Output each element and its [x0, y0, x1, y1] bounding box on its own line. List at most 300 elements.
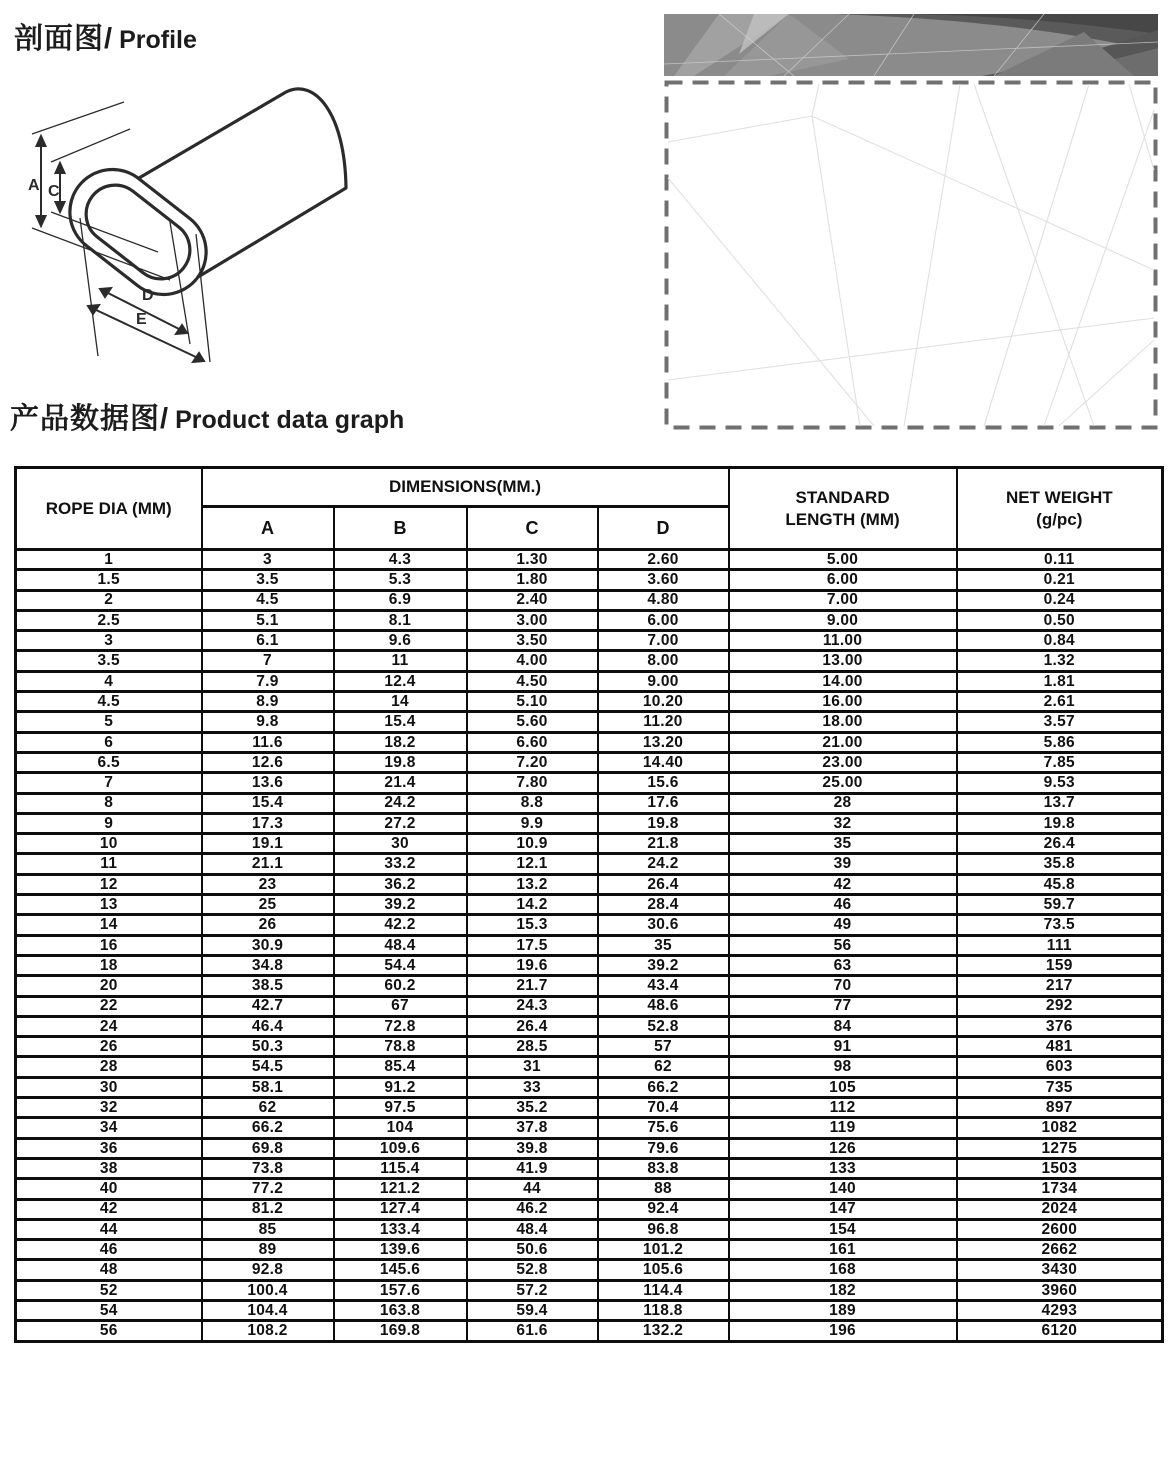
table-cell: 38.5 [202, 976, 334, 996]
table-cell: 24.2 [334, 793, 467, 813]
table-cell: 19.1 [202, 834, 334, 854]
graph-title-zh: 产品数据图/ [10, 403, 170, 435]
table-cell: 97.5 [334, 1098, 467, 1118]
table-cell: 6 [16, 732, 202, 752]
table-cell: 105 [729, 1077, 957, 1097]
table-cell: 8.00 [598, 651, 729, 671]
table-cell: 28.4 [598, 895, 729, 915]
table-cell: 69.8 [202, 1138, 334, 1158]
table-cell: 83.8 [598, 1158, 729, 1178]
table-row [16, 712, 1163, 732]
table-cell: 48.6 [598, 996, 729, 1016]
table-row [16, 874, 1163, 894]
table-cell: 77.2 [202, 1179, 334, 1199]
table-cell: 111 [957, 935, 1163, 955]
header-standard-length-line1: STANDARD [795, 488, 890, 508]
table-cell: 9 [16, 813, 202, 833]
table-cell: 45.8 [957, 874, 1163, 894]
table-row [16, 1118, 1163, 1138]
table-cell: 17.5 [467, 935, 598, 955]
table-cell: 2600 [957, 1219, 1163, 1239]
table-row [16, 1179, 1163, 1199]
table-row [16, 793, 1163, 813]
table-cell: 25.00 [729, 773, 957, 793]
table-cell: 159 [957, 955, 1163, 975]
oval-sleeve-profile-diagram [18, 72, 353, 367]
table-cell: 48.4 [334, 935, 467, 955]
table-cell: 7.00 [598, 631, 729, 651]
profile-section-title [14, 16, 197, 57]
table-row [16, 915, 1163, 935]
table-cell: 11 [16, 854, 202, 874]
table-cell: 89 [202, 1240, 334, 1260]
table-cell: 6.9 [334, 590, 467, 610]
table-cell: 2.5 [16, 610, 202, 630]
table-cell: 21.1 [202, 854, 334, 874]
table-cell: 161 [729, 1240, 957, 1260]
data-graph-section-title [10, 396, 404, 437]
table-cell: 62 [598, 1057, 729, 1077]
table-cell: 118.8 [598, 1300, 729, 1320]
table-cell: 1275 [957, 1138, 1163, 1158]
dim-label-a: A [28, 177, 40, 194]
table-cell: 7.00 [729, 590, 957, 610]
table-cell: 73.8 [202, 1158, 334, 1178]
table-cell: 3.5 [202, 570, 334, 590]
table-cell: 70 [729, 976, 957, 996]
table-cell: 72.8 [334, 1016, 467, 1036]
table-cell: 21.4 [334, 773, 467, 793]
profile-title-zh: 剖面图/ [14, 23, 114, 55]
table-cell: 217 [957, 976, 1163, 996]
table-cell: 3.5 [16, 651, 202, 671]
table-cell: 101.2 [598, 1240, 729, 1260]
table-row [16, 590, 1163, 610]
table-cell: 133.4 [334, 1219, 467, 1239]
table-cell: 1734 [957, 1179, 1163, 1199]
table-cell: 52 [16, 1280, 202, 1300]
header-net-weight-line2: (g/pc) [1036, 509, 1083, 529]
table-cell: 1.30 [467, 550, 598, 570]
header-standard-length-line2: LENGTH (MM) [785, 509, 900, 529]
table-cell: 139.6 [334, 1240, 467, 1260]
table-cell: 376 [957, 1016, 1163, 1036]
table-cell: 104.4 [202, 1300, 334, 1320]
table-cell: 4.5 [16, 692, 202, 712]
table-cell: 3.57 [957, 712, 1163, 732]
table-cell: 157.6 [334, 1280, 467, 1300]
table-cell: 19.6 [467, 955, 598, 975]
table-cell: 0.50 [957, 610, 1163, 630]
table-cell: 13.7 [957, 793, 1163, 813]
table-cell: 6.00 [729, 570, 957, 590]
table-cell: 62 [202, 1098, 334, 1118]
table-cell: 38 [16, 1158, 202, 1178]
table-cell: 46.2 [467, 1199, 598, 1219]
table-cell: 78.8 [334, 1037, 467, 1057]
table-cell: 3 [202, 550, 334, 570]
table-cell: 25 [202, 895, 334, 915]
table-cell: 9.6 [334, 631, 467, 651]
table-cell: 4.3 [334, 550, 467, 570]
table-cell: 169.8 [334, 1321, 467, 1341]
table-cell: 7 [202, 651, 334, 671]
header-dim-a: A [202, 507, 334, 550]
table-cell: 3.50 [467, 631, 598, 651]
table-cell: 16.00 [729, 692, 957, 712]
table-cell: 10 [16, 834, 202, 854]
table-cell: 67 [334, 996, 467, 1016]
table-cell: 92.8 [202, 1260, 334, 1280]
table-cell: 30 [334, 834, 467, 854]
table-row [16, 895, 1163, 915]
table-cell: 189 [729, 1300, 957, 1320]
table-cell: 24 [16, 1016, 202, 1036]
table-cell: 42.7 [202, 996, 334, 1016]
table-cell: 8.1 [334, 610, 467, 630]
table-cell: 30.6 [598, 915, 729, 935]
table-cell: 81.2 [202, 1199, 334, 1219]
table-cell: 14.40 [598, 752, 729, 772]
table-cell: 15.4 [202, 793, 334, 813]
banner-graphic [664, 14, 1158, 76]
table-cell: 16 [16, 935, 202, 955]
table-cell: 3.60 [598, 570, 729, 590]
table-cell: 36.2 [334, 874, 467, 894]
table-cell: 33 [467, 1077, 598, 1097]
table-cell: 66.2 [598, 1077, 729, 1097]
table-cell: 7.20 [467, 752, 598, 772]
table-cell: 1 [16, 550, 202, 570]
table-cell: 57.2 [467, 1280, 598, 1300]
table-cell: 54 [16, 1300, 202, 1320]
table-cell: 4 [16, 671, 202, 691]
table-row [16, 1199, 1163, 1219]
table-cell: 14.00 [729, 671, 957, 691]
dim-label-d: D [142, 287, 154, 304]
table-cell: 104 [334, 1118, 467, 1138]
table-cell: 1.5 [16, 570, 202, 590]
table-row [16, 1016, 1163, 1036]
table-row [16, 651, 1163, 671]
table-cell: 34.8 [202, 955, 334, 975]
table-cell: 11.00 [729, 631, 957, 651]
table-cell: 168 [729, 1260, 957, 1280]
table-cell: 27.2 [334, 813, 467, 833]
table-cell: 34 [16, 1118, 202, 1138]
header-dim-b: B [334, 507, 467, 550]
table-row [16, 752, 1163, 772]
table-cell: 0.24 [957, 590, 1163, 610]
table-cell: 35.2 [467, 1098, 598, 1118]
table-cell: 61.6 [467, 1321, 598, 1341]
table-row [16, 1280, 1163, 1300]
table-cell: 58.1 [202, 1077, 334, 1097]
table-cell: 54.4 [334, 955, 467, 975]
table-cell: 127.4 [334, 1199, 467, 1219]
table-cell: 40 [16, 1179, 202, 1199]
table-cell: 46 [16, 1240, 202, 1260]
table-cell: 18.2 [334, 732, 467, 752]
table-cell: 48 [16, 1260, 202, 1280]
table-cell: 44 [467, 1179, 598, 1199]
table-cell: 100.4 [202, 1280, 334, 1300]
table-cell: 9.8 [202, 712, 334, 732]
table-cell: 109.6 [334, 1138, 467, 1158]
table-cell: 75.6 [598, 1118, 729, 1138]
table-cell: 54.5 [202, 1057, 334, 1077]
table-cell: 897 [957, 1098, 1163, 1118]
table-cell: 57 [598, 1037, 729, 1057]
table-cell: 30 [16, 1077, 202, 1097]
table-cell: 5.00 [729, 550, 957, 570]
table-cell: 12.1 [467, 854, 598, 874]
table-cell: 79.6 [598, 1138, 729, 1158]
table-cell: 108.2 [202, 1321, 334, 1341]
table-cell: 19.8 [598, 813, 729, 833]
table-row [16, 854, 1163, 874]
table-cell: 14 [334, 692, 467, 712]
table-cell: 85 [202, 1219, 334, 1239]
header-standard-length [729, 468, 957, 550]
table-cell: 91 [729, 1037, 957, 1057]
table-cell: 63 [729, 955, 957, 975]
table-cell: 4.5 [202, 590, 334, 610]
table-cell: 8 [16, 793, 202, 813]
table-cell: 154 [729, 1219, 957, 1239]
table-cell: 31 [467, 1057, 598, 1077]
table-cell: 46.4 [202, 1016, 334, 1036]
table-cell: 39.2 [334, 895, 467, 915]
table-row [16, 1240, 1163, 1260]
table-cell: 5.60 [467, 712, 598, 732]
table-cell: 19.8 [334, 752, 467, 772]
table-cell: 114.4 [598, 1280, 729, 1300]
table-cell: 92.4 [598, 1199, 729, 1219]
table-cell: 30.9 [202, 935, 334, 955]
table-cell: 28.5 [467, 1037, 598, 1057]
table-row [16, 671, 1163, 691]
table-row [16, 935, 1163, 955]
table-cell: 1503 [957, 1158, 1163, 1178]
table-cell: 1082 [957, 1118, 1163, 1138]
table-row [16, 1138, 1163, 1158]
table-cell: 5.3 [334, 570, 467, 590]
table-cell: 84 [729, 1016, 957, 1036]
table-cell: 6120 [957, 1321, 1163, 1341]
table-cell: 39.8 [467, 1138, 598, 1158]
graph-title-en: Product data graph [175, 406, 405, 434]
table-row [16, 550, 1163, 570]
table-row [16, 732, 1163, 752]
table-cell: 2 [16, 590, 202, 610]
table-cell: 21.00 [729, 732, 957, 752]
table-cell: 1.32 [957, 651, 1163, 671]
table-row [16, 1300, 1163, 1320]
table-cell: 28 [729, 793, 957, 813]
table-row [16, 1219, 1163, 1239]
table-cell: 147 [729, 1199, 957, 1219]
product-data-table [14, 466, 1164, 1343]
table-row [16, 1260, 1163, 1280]
table-cell: 44 [16, 1219, 202, 1239]
table-cell: 6.00 [598, 610, 729, 630]
dim-label-e: E [136, 311, 147, 328]
table-cell: 59.4 [467, 1300, 598, 1320]
table-cell: 735 [957, 1077, 1163, 1097]
table-cell: 11 [334, 651, 467, 671]
table-cell: 292 [957, 996, 1163, 1016]
table-cell: 42 [16, 1199, 202, 1219]
header-dim-d: D [598, 507, 729, 550]
header-rope-dia: ROPE DIA (MM) [16, 468, 202, 550]
table-row [16, 1057, 1163, 1077]
table-cell: 4.00 [467, 651, 598, 671]
table-row [16, 1158, 1163, 1178]
table-cell: 41.9 [467, 1158, 598, 1178]
table-cell: 26.4 [467, 1016, 598, 1036]
table-cell: 140 [729, 1179, 957, 1199]
profile-title-en: Profile [119, 26, 197, 54]
table-cell: 3 [16, 631, 202, 651]
table-cell: 1.81 [957, 671, 1163, 691]
table-row [16, 955, 1163, 975]
table-cell: 48.4 [467, 1219, 598, 1239]
table-row [16, 692, 1163, 712]
table-cell: 13.2 [467, 874, 598, 894]
table-cell: 52.8 [467, 1260, 598, 1280]
table-cell: 12.6 [202, 752, 334, 772]
table-cell: 13.6 [202, 773, 334, 793]
table-cell: 60.2 [334, 976, 467, 996]
table-cell: 6.5 [16, 752, 202, 772]
table-cell: 56 [729, 935, 957, 955]
table-cell: 98 [729, 1057, 957, 1077]
header-net-weight [957, 468, 1163, 550]
table-row [16, 976, 1163, 996]
table-cell: 20 [16, 976, 202, 996]
table-cell: 32 [16, 1098, 202, 1118]
table-cell: 0.11 [957, 550, 1163, 570]
table-row [16, 996, 1163, 1016]
table-cell: 132.2 [598, 1321, 729, 1341]
table-cell: 13.20 [598, 732, 729, 752]
table-cell: 2.61 [957, 692, 1163, 712]
table-cell: 14.2 [467, 895, 598, 915]
table-cell: 3960 [957, 1280, 1163, 1300]
table-cell: 32 [729, 813, 957, 833]
table-cell: 85.4 [334, 1057, 467, 1077]
table-cell: 50.6 [467, 1240, 598, 1260]
table-cell: 13.00 [729, 651, 957, 671]
table-cell: 24.3 [467, 996, 598, 1016]
table-cell: 33.2 [334, 854, 467, 874]
table-cell: 49 [729, 915, 957, 935]
table-cell: 9.53 [957, 773, 1163, 793]
table-cell: 4.80 [598, 590, 729, 610]
table-cell: 15.6 [598, 773, 729, 793]
table-cell: 11.6 [202, 732, 334, 752]
table-cell: 18 [16, 955, 202, 975]
table-cell: 12.4 [334, 671, 467, 691]
table-cell: 56 [16, 1321, 202, 1341]
table-cell: 9.9 [467, 813, 598, 833]
table-cell: 4293 [957, 1300, 1163, 1320]
table-row [16, 610, 1163, 630]
table-cell: 126 [729, 1138, 957, 1158]
table-cell: 3.00 [467, 610, 598, 630]
table-cell: 7 [16, 773, 202, 793]
table-cell: 115.4 [334, 1158, 467, 1178]
table-row [16, 1077, 1163, 1097]
table-row [16, 813, 1163, 833]
table-cell: 10.9 [467, 834, 598, 854]
table-cell: 2.40 [467, 590, 598, 610]
table-cell: 8.8 [467, 793, 598, 813]
table-cell: 0.21 [957, 570, 1163, 590]
table-cell: 5.10 [467, 692, 598, 712]
table-cell: 39 [729, 854, 957, 874]
table-cell: 4.50 [467, 671, 598, 691]
header-dimensions: DIMENSIONS(MM.) [202, 468, 729, 507]
table-cell: 119 [729, 1118, 957, 1138]
table-cell: 50.3 [202, 1037, 334, 1057]
table-cell: 43.4 [598, 976, 729, 996]
table-cell: 17.6 [598, 793, 729, 813]
table-cell: 6.1 [202, 631, 334, 651]
table-cell: 163.8 [334, 1300, 467, 1320]
table-row [16, 1037, 1163, 1057]
table-cell: 9.00 [729, 610, 957, 630]
table-cell: 39.2 [598, 955, 729, 975]
table-cell: 9.00 [598, 671, 729, 691]
table-cell: 7.85 [957, 752, 1163, 772]
table-cell: 2024 [957, 1199, 1163, 1219]
table-cell: 10.20 [598, 692, 729, 712]
table-cell: 35.8 [957, 854, 1163, 874]
table-cell: 77 [729, 996, 957, 1016]
table-cell: 196 [729, 1321, 957, 1341]
dim-label-c: C [48, 183, 60, 200]
table-cell: 96.8 [598, 1219, 729, 1239]
placeholder-image-box [664, 80, 1158, 430]
table-cell: 1.80 [467, 570, 598, 590]
table-cell: 5.1 [202, 610, 334, 630]
table-row [16, 834, 1163, 854]
table-cell: 66.2 [202, 1118, 334, 1138]
table-cell: 6.60 [467, 732, 598, 752]
table-cell: 73.5 [957, 915, 1163, 935]
table-cell: 14 [16, 915, 202, 935]
table-cell: 35 [729, 834, 957, 854]
table-cell: 145.6 [334, 1260, 467, 1280]
table-cell: 8.9 [202, 692, 334, 712]
table-cell: 42.2 [334, 915, 467, 935]
table-cell: 133 [729, 1158, 957, 1178]
table-cell: 35 [598, 935, 729, 955]
table-cell: 24.2 [598, 854, 729, 874]
table-cell: 15.3 [467, 915, 598, 935]
table-cell: 121.2 [334, 1179, 467, 1199]
table-cell: 59.7 [957, 895, 1163, 915]
table-row [16, 570, 1163, 590]
table-cell: 7.80 [467, 773, 598, 793]
table-cell: 15.4 [334, 712, 467, 732]
table-cell: 26.4 [957, 834, 1163, 854]
table-cell: 52.8 [598, 1016, 729, 1036]
table-cell: 5.86 [957, 732, 1163, 752]
table-cell: 21.8 [598, 834, 729, 854]
